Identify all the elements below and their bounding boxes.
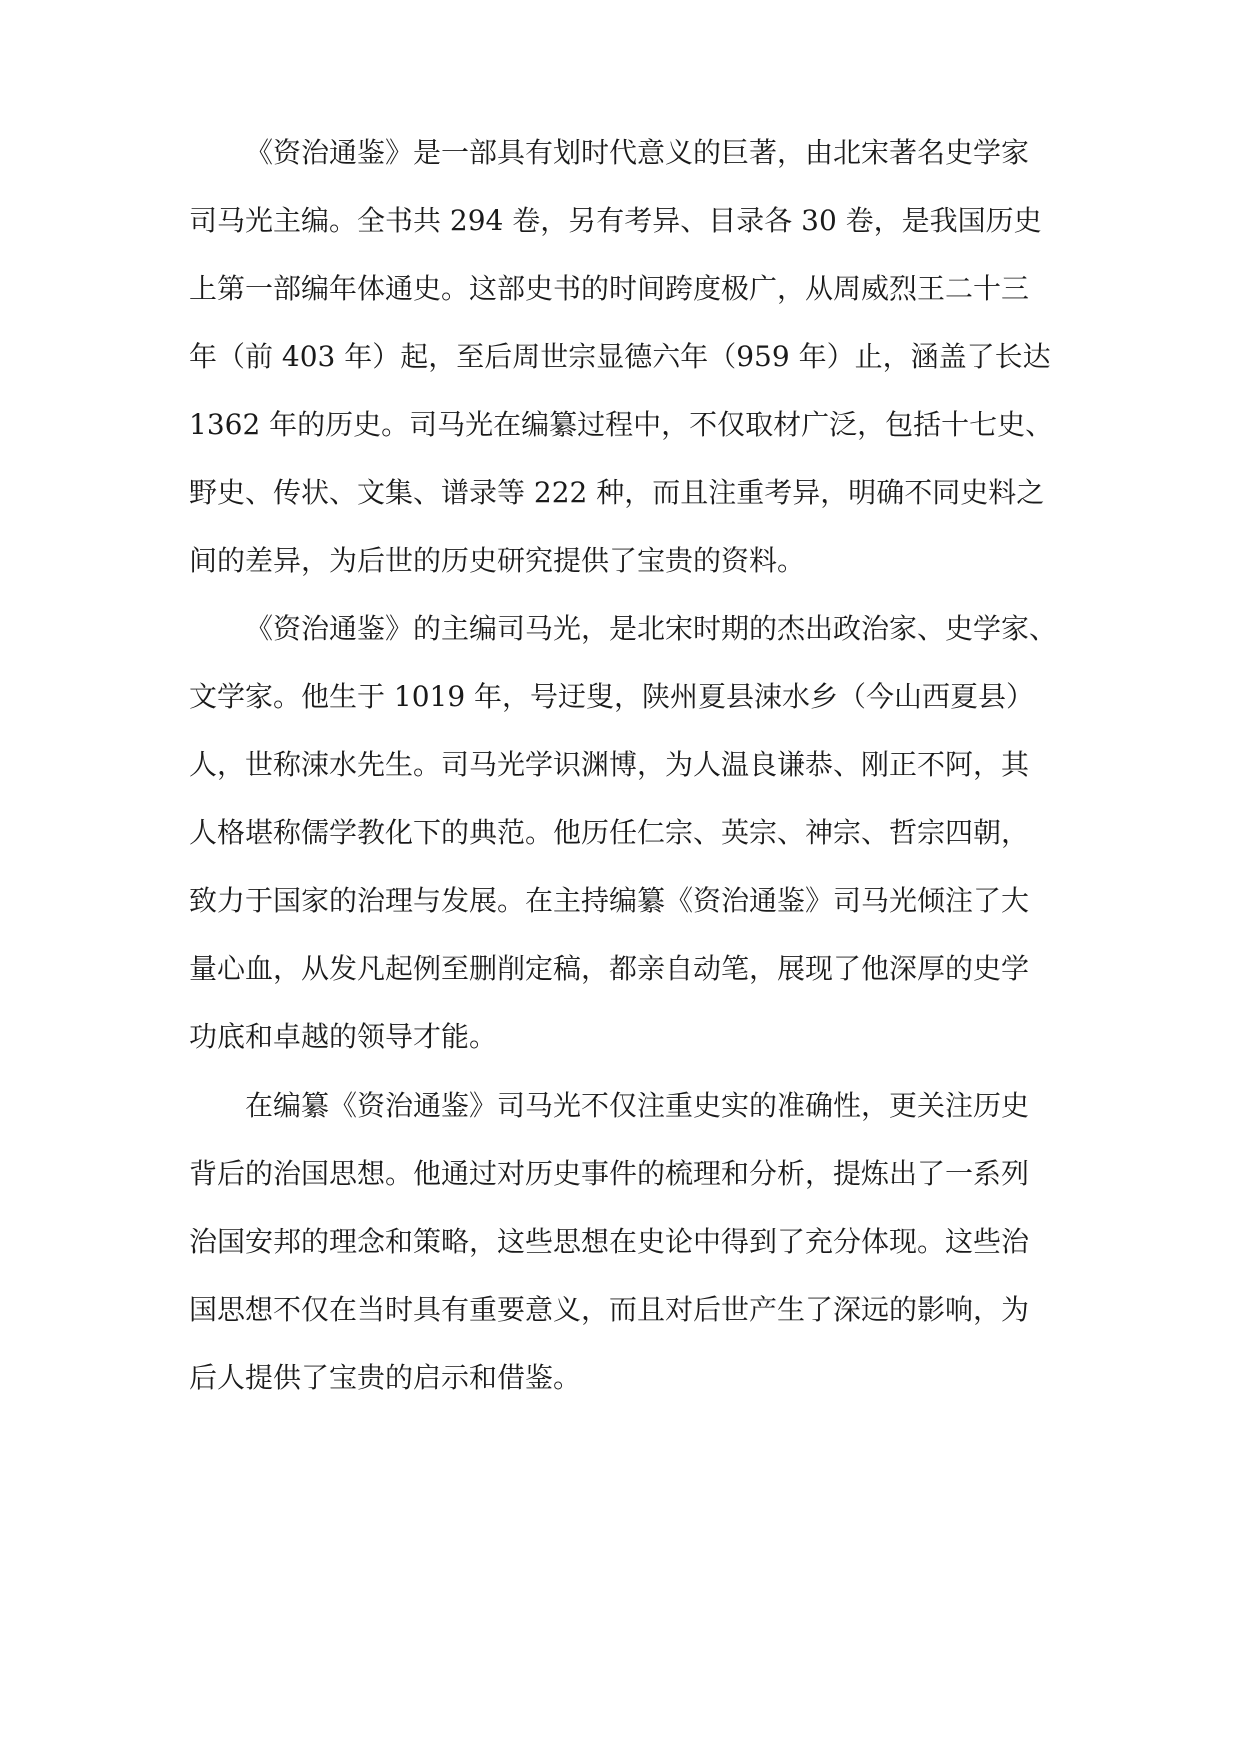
paragraph-3-line-3: 治国安邦的理念和策略，这些思想在史论中得到了充分体现。这些治	[189, 1225, 1030, 1258]
paragraph-3-line-4: 国思想不仅在当时具有重要意义，而且对后世产生了深远的影响，为	[189, 1293, 1030, 1326]
paragraph-1-line-3: 上第一部编年体通史。这部史书的时间跨度极广，从周威烈王二十三	[189, 272, 1030, 305]
paragraph-2-line-7: 功底和卓越的领导才能。	[189, 1020, 498, 1053]
paragraph-2-line-5: 致力于国家的治理与发展。在主持编纂《资治通鉴》司马光倾注了大	[189, 884, 1030, 917]
paragraph-2-line-4: 人格堪称儒学教化下的典范。他历任仁宗、英宗、神宗、哲宗四朝，	[189, 816, 1030, 849]
paragraph-3-line-2: 背后的治国思想。他通过对历史事件的梳理和分析，提炼出了一系列	[189, 1157, 1030, 1190]
paragraph-1-line-1: 《资治通鉴》是一部具有划时代意义的巨著，由北宋著名史学家	[245, 136, 1030, 169]
paragraph-1-line-6: 野史、传状、文集、谱录等 222 种，而且注重考异，明确不同史料之	[189, 476, 1045, 509]
paragraph-2-line-3: 人，世称涑水先生。司马光学识渊博，为人温良谦恭、刚正不阿，其	[189, 748, 1030, 781]
paragraph-2-line-1: 《资治通鉴》的主编司马光，是北宋时期的杰出政治家、史学家、	[245, 612, 1058, 645]
paragraph-1-line-4: 年（前 403 年）起，至后周世宗显德六年（959 年）止，涵盖了长达	[189, 340, 1051, 373]
paragraph-1-line-7: 间的差异，为后世的历史研究提供了宝贵的资料。	[189, 544, 806, 577]
paragraph-1-line-5: 1362 年的历史。司马光在编纂过程中，不仅取材广泛，包括十七史、	[189, 408, 1054, 441]
paragraph-3-line-1: 在编纂《资治通鉴》司马光不仅注重史实的准确性，更关注历史	[245, 1089, 1030, 1122]
paragraph-1-line-2: 司马光主编。全书共 294 卷，另有考异、目录各 30 卷，是我国历史	[189, 204, 1042, 237]
paragraph-2-line-2: 文学家。他生于 1019 年，号迂叟，陕州夏县涑水乡（今山西夏县）	[189, 680, 1035, 713]
paragraph-3-line-5: 后人提供了宝贵的启示和借鉴。	[189, 1361, 582, 1394]
paragraph-2-line-6: 量心血，从发凡起例至删削定稿，都亲自动笔，展现了他深厚的史学	[189, 952, 1030, 985]
